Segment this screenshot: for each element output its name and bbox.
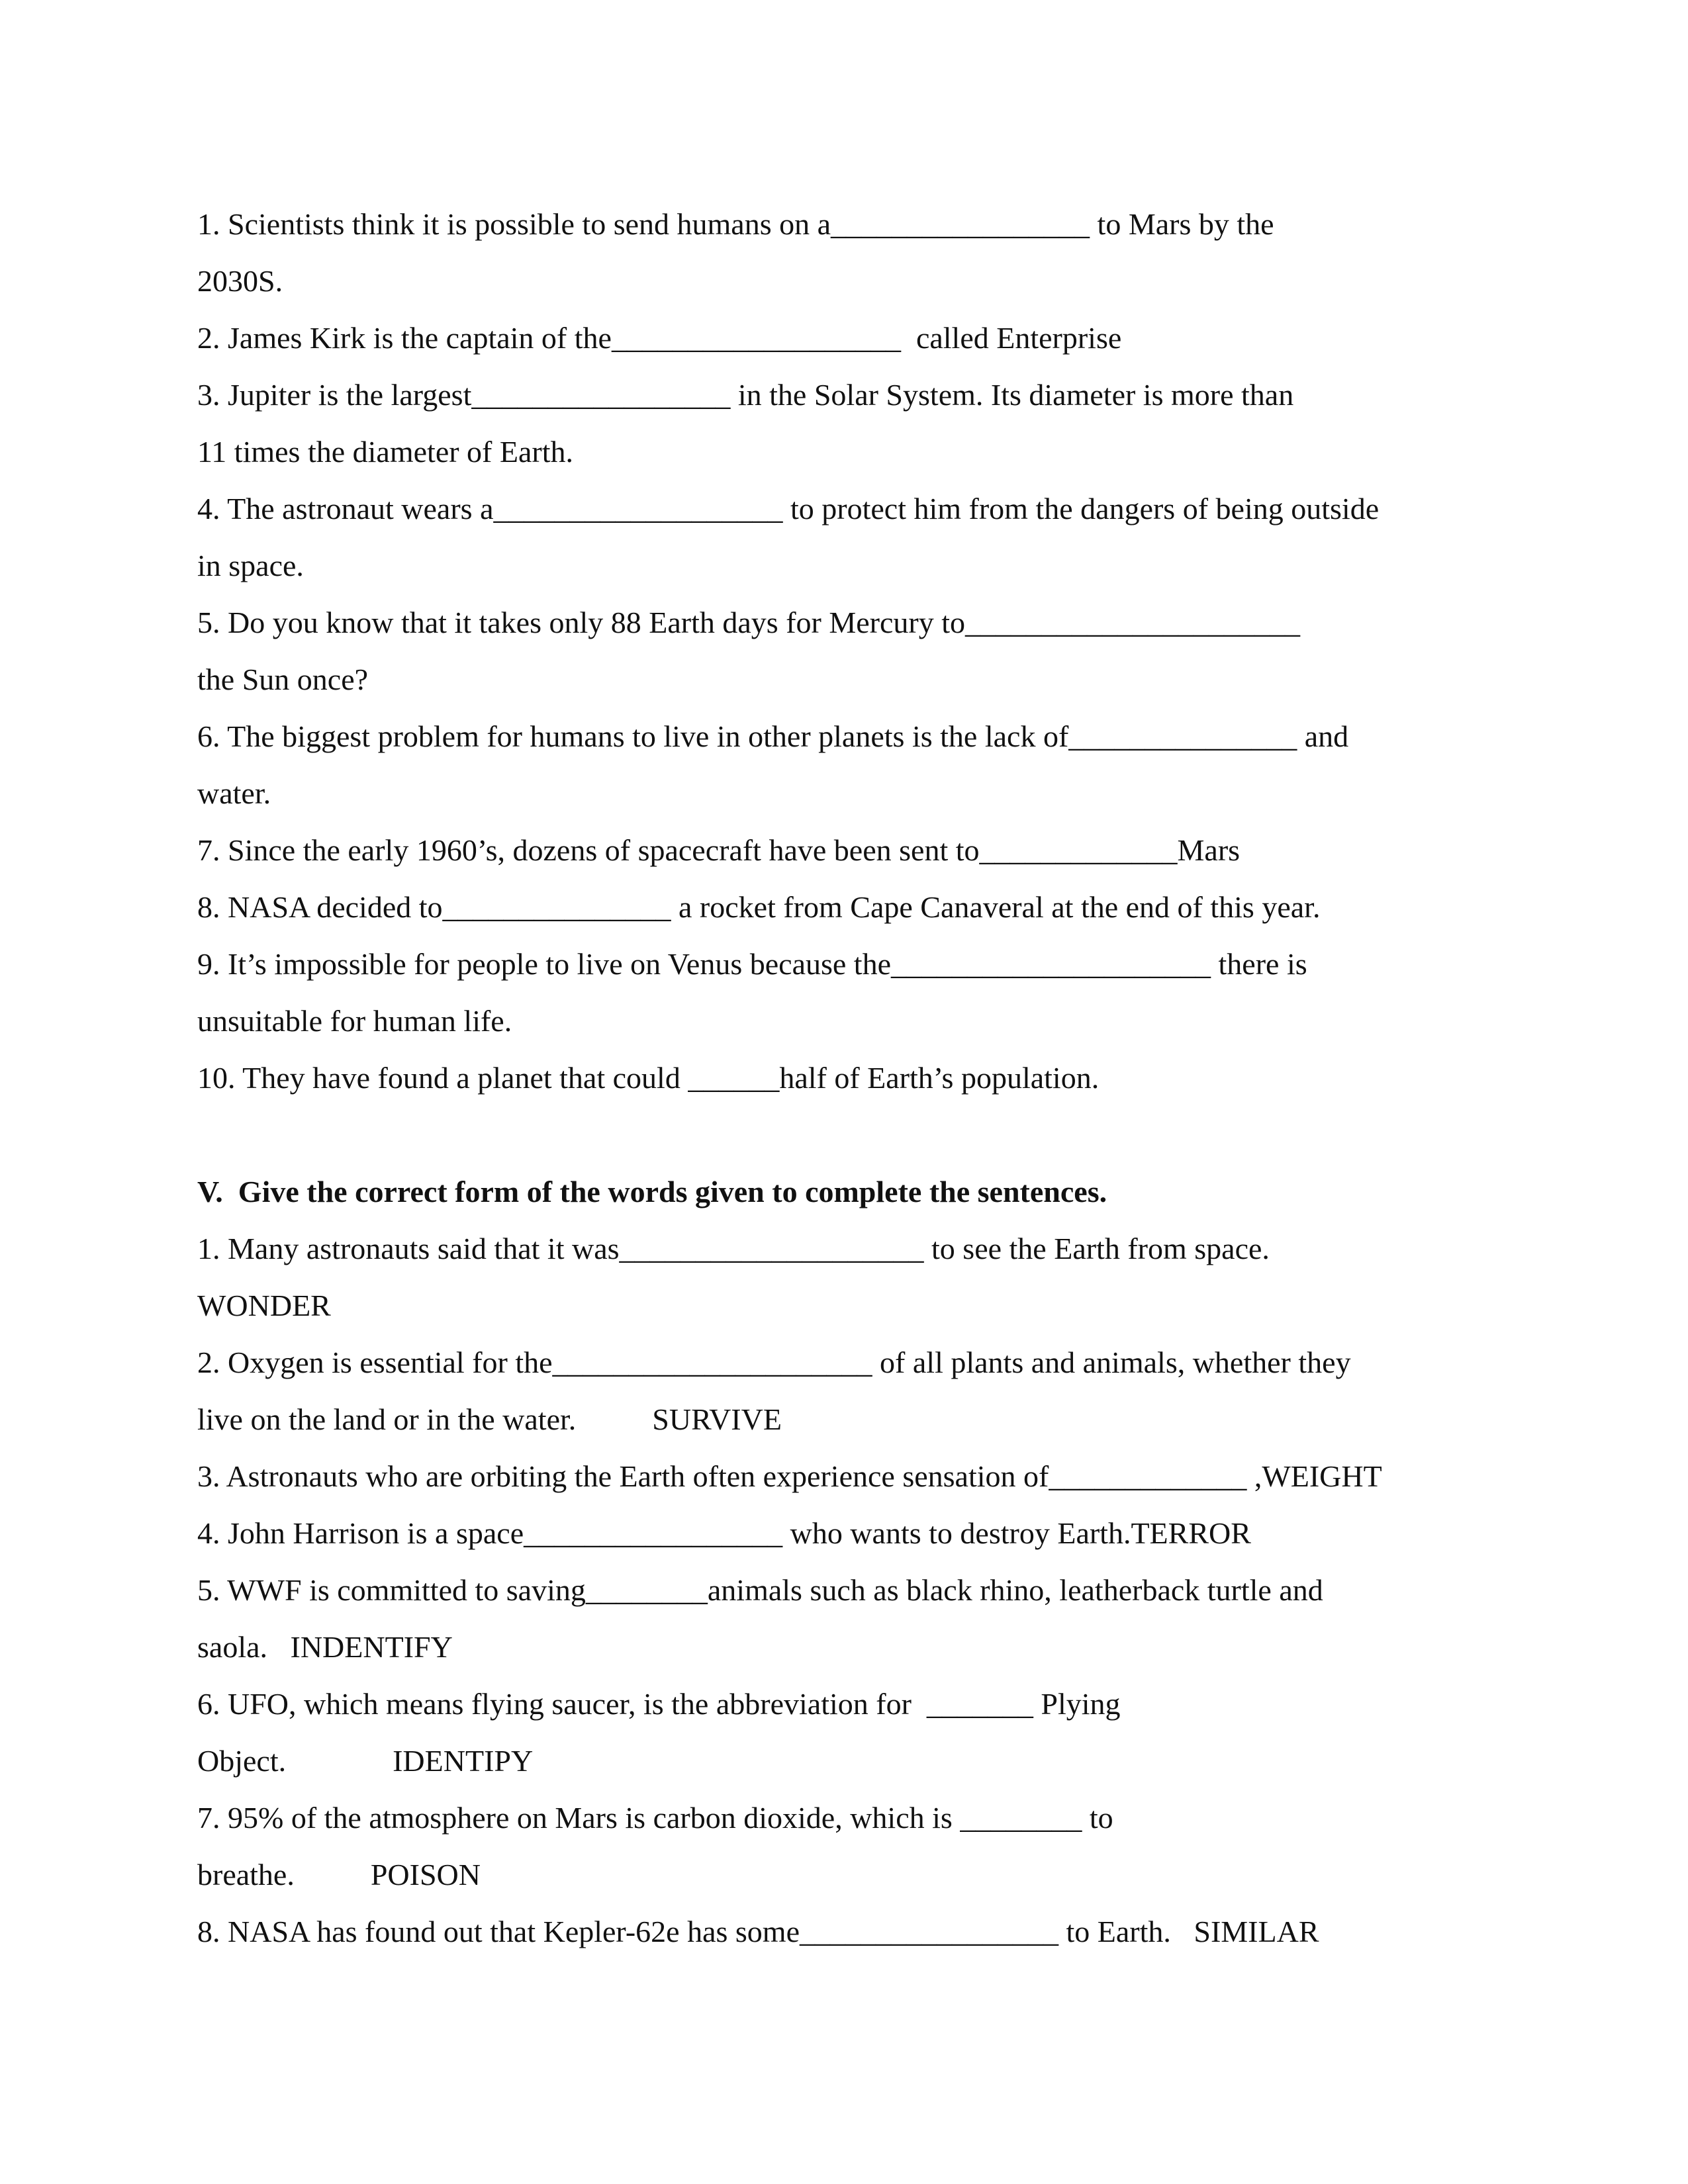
- section-iv-item-2: 2. James Kirk is the captain of the___________________ called Enterprise: [197, 321, 1122, 355]
- section-iv-item-6-cont: water.: [197, 776, 271, 810]
- section-v-item-6-cont: Object. IDENTIPY: [197, 1744, 534, 1778]
- section-iv-item-1-cont: 2030S.: [197, 264, 283, 298]
- section-iv-item-3-cont: 11 times the diameter of Earth.: [197, 435, 573, 469]
- section-v-item-4: 4. John Harrison is a space_________________ who wants to destroy Earth.TERROR: [197, 1516, 1251, 1550]
- section-iv-item-5: 5. Do you know that it takes only 88 Earth days for Mercury to______________________: [197, 606, 1300, 639]
- section-iv-item-4: 4. The astronaut wears a___________________ to protect him from the dangers of being outside: [197, 492, 1380, 525]
- section-v-item-7: 7. 95% of the atmosphere on Mars is carbon dioxide, which is ________ to: [197, 1801, 1113, 1835]
- section-iv-item-5-cont: the Sun once?: [197, 662, 369, 696]
- section-v-item-2-cont: live on the land or in the water. SURVIVE: [197, 1402, 782, 1436]
- section-iv-item-10: 10. They have found a planet that could ______half of Earth’s population.: [197, 1061, 1100, 1095]
- section-iv-item-7: 7. Since the early 1960’s, dozens of spacecraft have been sent to_____________Mars: [197, 833, 1241, 867]
- section-v-item-1: 1. Many astronauts said that it was____________________ to see the Earth from space.: [197, 1232, 1270, 1265]
- section-v-item-6: 6. UFO, which means flying saucer, is the abbreviation for _______ Plying: [197, 1687, 1121, 1721]
- section-v-item-3: 3. Astronauts who are orbiting the Earth often experience sensation of_____________ ,WEIGHT: [197, 1459, 1382, 1493]
- section-v-heading: V. Give the correct form of the words given to complete the sentences.: [197, 1175, 1107, 1208]
- section-iv-item-9-cont: unsuitable for human life.: [197, 1004, 512, 1038]
- worksheet-content: [197, 196, 1515, 1960]
- section-iv-item-9: 9. It’s impossible for people to live on Venus because the_____________________ there is: [197, 947, 1307, 981]
- section-v-item-7-cont: breathe. POISON: [197, 1858, 481, 1891]
- section-iv-item-4-cont: in space.: [197, 549, 304, 582]
- section-iv-item-1: 1. Scientists think it is possible to send humans on a_________________ to Mars by the: [197, 207, 1274, 241]
- section-v-item-2: 2. Oxygen is essential for the_____________________ of all plants and animals, whether they: [197, 1345, 1351, 1379]
- section-v-item-1-word: WONDER: [197, 1289, 331, 1322]
- section-v-item-5-cont: saola. INDENTIFY: [197, 1630, 453, 1664]
- section-iv-item-3: 3. Jupiter is the largest_________________ in the Solar System. Its diameter is more than: [197, 378, 1294, 412]
- section-v-item-8: 8. NASA has found out that Kepler-62e has some_________________ to Earth. SIMILAR: [197, 1915, 1319, 1948]
- section-iv-item-8: 8. NASA decided to_______________ a rocket from Cape Canaveral at the end of this year.: [197, 890, 1321, 924]
- section-iv-item-6: 6. The biggest problem for humans to live in other planets is the lack of_______________ and: [197, 719, 1349, 753]
- section-v-item-5: 5. WWF is committed to saving________animals such as black rhino, leatherback turtle and: [197, 1573, 1323, 1607]
- section-spacer: [197, 1107, 1515, 1163]
